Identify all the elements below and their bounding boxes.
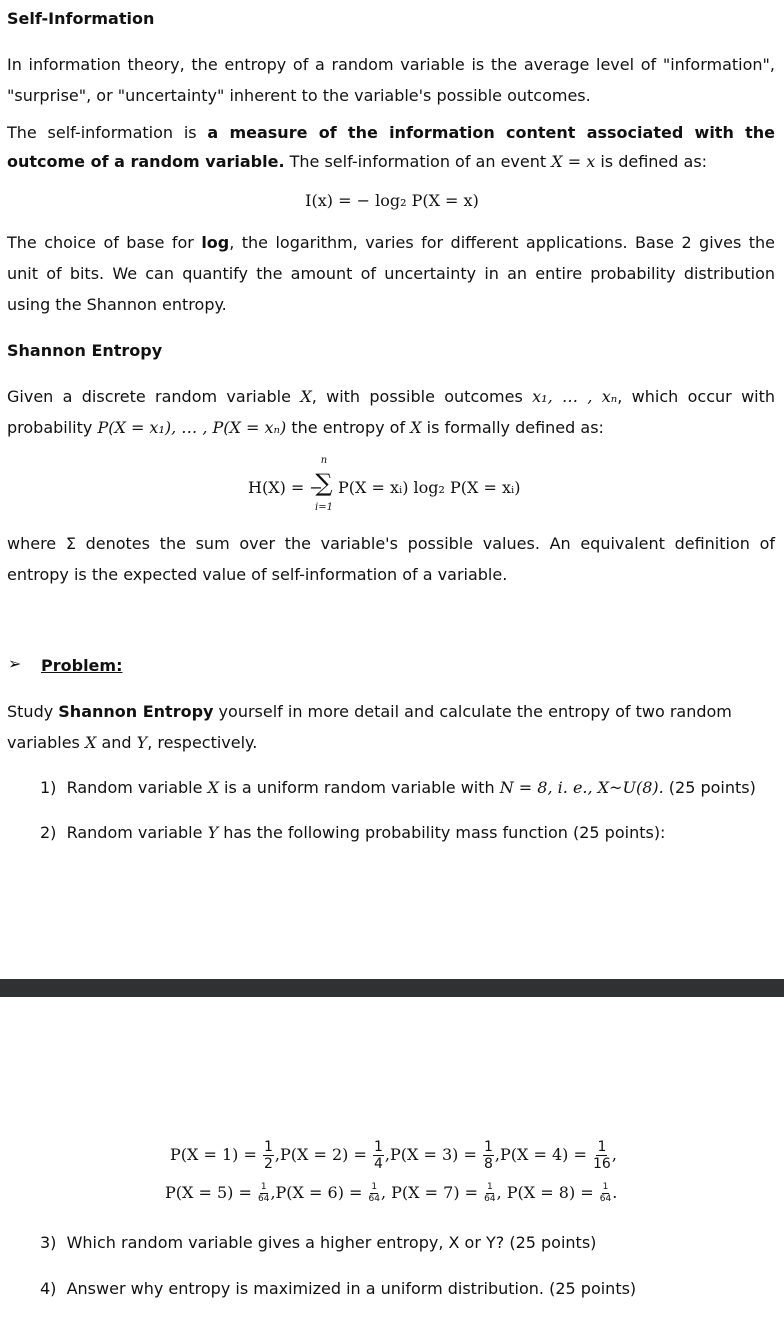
text: is formally defined as: xyxy=(421,418,604,437)
denominator: 64 xyxy=(484,1194,496,1204)
sum-lower-limit: i=1 xyxy=(315,502,333,513)
text: The self-information is xyxy=(7,123,208,142)
item-number: 4) xyxy=(40,1279,57,1298)
numerator: 1 xyxy=(602,1182,609,1192)
pmf-lhs: P(X = 3) = xyxy=(390,1145,477,1164)
item-number: 3) xyxy=(40,1233,57,1252)
section-title-shannon-entropy: Shannon Entropy xyxy=(7,341,163,360)
pmf-lhs: P(X = 4) = xyxy=(500,1145,587,1164)
text: , with possible outcomes xyxy=(311,387,533,406)
pmf-term: P(X = 2) = $\frac{1}{4}$ , xyxy=(280,1139,390,1172)
math-X: X xyxy=(300,387,312,406)
pmf-term: P(X = 3) = $\frac{1}{8}$ , xyxy=(390,1139,500,1172)
paragraph-log-base xyxy=(7,227,775,320)
fraction xyxy=(373,1140,384,1171)
math-Y: Y xyxy=(207,823,219,842)
pmf-term: P(X = 4) = $\frac{1}{16}$ , xyxy=(500,1139,617,1172)
math-probabilities: P(X = x₁), … , P(X = xₙ) xyxy=(97,418,287,437)
pmf-lhs: P(X = 5) = xyxy=(165,1183,252,1202)
math-uniform: N = 8, i. e., X~U(8). xyxy=(499,778,664,797)
denominator: 64 xyxy=(368,1194,380,1204)
paragraph-shannon-definition xyxy=(7,381,775,443)
bold-definition: a measure of the information content associated with the outcome of a random variable. xyxy=(7,123,775,171)
denominator: 64 xyxy=(599,1194,612,1204)
math-X: X xyxy=(84,733,97,752)
math-X: X xyxy=(207,778,219,797)
equation-self-information: I(x) = − log₂ P(X = x) xyxy=(305,191,479,210)
denominator: 64 xyxy=(257,1194,270,1204)
sum-upper-limit: n xyxy=(320,455,328,466)
fraction xyxy=(258,1183,269,1204)
arrow-bullet-icon: ➢ xyxy=(8,654,22,673)
text: Study xyxy=(7,702,59,721)
fraction xyxy=(600,1183,611,1204)
denominator: 2 xyxy=(263,1156,273,1172)
numerator: 1 xyxy=(260,1182,267,1192)
equation-shannon-lhs: H(X) = − xyxy=(248,478,323,497)
paragraph-self-information xyxy=(7,118,775,176)
text: The self-information of an event xyxy=(284,152,552,171)
math-Y: Y xyxy=(136,733,148,752)
pmf-term: P(X = 5) = $\frac{1}{64}$ , xyxy=(165,1182,276,1204)
bold-shannon-entropy: Shannon Entropy xyxy=(58,702,214,721)
fraction xyxy=(483,1140,494,1171)
math-X: X xyxy=(410,418,422,437)
text: yourself in more detail and calculate the entropy of two random xyxy=(213,702,732,721)
pmf-term: P(X = 8) = $\frac{1}{64}$ . xyxy=(506,1182,618,1204)
numerator: 1 xyxy=(371,1182,378,1192)
text: is defined as: xyxy=(595,152,708,171)
pmf-term: P(X = 1) = $\frac{1}{2}$ , xyxy=(170,1139,280,1172)
problem-item-1 xyxy=(40,778,756,797)
denominator: 4 xyxy=(373,1156,383,1172)
pmf-lhs: P(X = 6) = xyxy=(275,1183,363,1202)
fraction xyxy=(369,1183,380,1204)
item-text: Answer why entropy is maximized in a uniform distribution. (25 points) xyxy=(66,1279,637,1298)
fraction xyxy=(593,1140,611,1171)
pmf-lhs: P(X = 2) = xyxy=(280,1145,367,1164)
section-title-self-information: Self-Information xyxy=(7,9,155,28)
item-text: Which random variable gives a higher entropy, X or Y? (25 points) xyxy=(66,1233,597,1252)
paragraph-sum-explanation: where Σ denotes the sum over the variable's possible values. An equivalent definition of entropy is the expected value of self-information of a variable. xyxy=(7,534,775,584)
numerator: 1 xyxy=(487,1182,493,1192)
item-number: 2) xyxy=(40,823,57,842)
problem-title: Problem: xyxy=(41,656,123,675)
bold-log: log xyxy=(201,233,230,252)
text: is a uniform random variable with xyxy=(218,778,500,797)
problem-item-4 xyxy=(40,1279,636,1298)
problem-item-3 xyxy=(40,1233,596,1252)
sigma-symbol: ∑ xyxy=(315,469,333,497)
page-separator xyxy=(0,979,784,997)
text: has the following probability mass function (25 points): xyxy=(218,823,666,842)
numerator: 1 xyxy=(373,1139,383,1155)
numerator: 1 xyxy=(263,1139,273,1155)
problem-item-2 xyxy=(40,823,665,842)
text: Random variable xyxy=(66,778,208,797)
text: , respectively. xyxy=(147,733,258,752)
math-outcomes: x₁, … , xₙ xyxy=(532,387,618,406)
text: (25 points) xyxy=(663,778,756,797)
pmf-lhs: P(X = 1) = xyxy=(170,1145,257,1164)
text: , the logarithm, varies for different applications. Base 2 gives the unit of bits. We can quantify the amount of uncertainty in an entire probability distribution using the Shannon entropy. xyxy=(7,233,776,314)
pmf-row-1 xyxy=(170,1140,617,1171)
text: variables xyxy=(7,733,85,752)
text: Given a discrete random variable xyxy=(7,387,301,406)
equation-shannon-rhs: P(X = xᵢ) log₂ P(X = xᵢ) xyxy=(338,478,521,497)
item-number: 1) xyxy=(40,778,57,797)
problem-intro xyxy=(7,696,777,758)
numerator: 1 xyxy=(597,1139,607,1155)
pmf-lhs: P(X = 8) = xyxy=(506,1183,594,1202)
text: , which occur with probability xyxy=(7,387,776,437)
denominator: 8 xyxy=(483,1156,493,1172)
pmf-term: P(X = 7) = $\frac{1}{64}$ , xyxy=(391,1182,502,1204)
fraction xyxy=(263,1140,274,1171)
text: Random variable xyxy=(66,823,208,842)
numerator: 1 xyxy=(483,1139,493,1155)
pmf-row-2 xyxy=(165,1183,617,1204)
text: and xyxy=(96,733,137,752)
math-event: X = x xyxy=(551,152,596,171)
paragraph-entropy-intro: In information theory, the entropy of a random variable is the average level of "information", "surprise", or "uncertainty" inherent to the variable's possible outcomes. xyxy=(7,55,775,105)
text: the entropy of xyxy=(286,418,411,437)
text: The choice of base for xyxy=(7,233,202,252)
pmf-lhs: P(X = 7) = xyxy=(391,1183,479,1202)
pmf-term: P(X = 6) = $\frac{1}{64}$ , xyxy=(275,1182,387,1204)
denominator: 16 xyxy=(592,1156,611,1172)
fraction xyxy=(484,1183,495,1204)
